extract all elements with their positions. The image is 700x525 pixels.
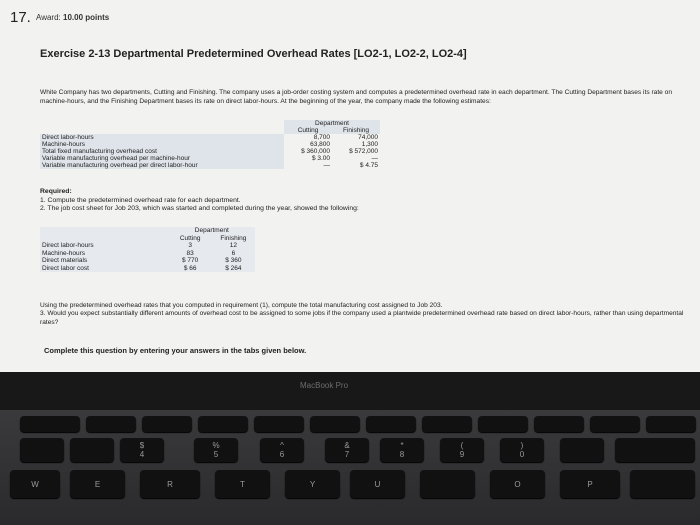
job-table [40, 227, 255, 272]
estimates-group-header: Department [284, 120, 380, 127]
table-row: Direct materials $ 770 $ 360 [42, 257, 242, 264]
key-e: E [70, 470, 125, 498]
key-7: & 7 [325, 438, 369, 462]
key [20, 438, 64, 462]
key [478, 416, 528, 432]
required-item-1: 1. Compute the predetermined overhead rate for each department. [40, 196, 241, 204]
table-row: Variable manufacturing overhead per machine-hour $ 3.00 — [42, 155, 378, 162]
required-section [40, 188, 359, 214]
key-t: T [215, 470, 270, 498]
estimates-table [40, 120, 380, 169]
key-6: ^ 6 [260, 438, 304, 462]
device-label: MacBook Pro [300, 381, 349, 390]
key [20, 416, 80, 432]
question-number: 17. [10, 9, 31, 26]
exercise-title: Exercise 2-13 Departmental Predetermined Overhead Rates [LO2-1, LO2-2, LO2-4] [40, 48, 467, 60]
key [590, 416, 640, 432]
key [142, 416, 192, 432]
table-row: Direct labor-hours 3 12 [42, 242, 237, 249]
using-text-block [40, 302, 695, 327]
key-p: P [560, 470, 620, 498]
key-w: W [10, 470, 60, 498]
key [86, 416, 136, 432]
key [310, 416, 360, 432]
key-o: O [490, 470, 545, 498]
using-text: Using the predetermined overhead rates that you computed in requirement (1), compute the total manufacturing cost assigned to Job 203. [40, 302, 443, 309]
job-col-finishing: Finishing [220, 234, 247, 242]
required-item-2: 2. The job cost sheet for Job 203, which was started and completed during the year, showed the following: [40, 205, 359, 212]
award-points [36, 13, 109, 22]
table-row: Total fixed manufacturing overhead cost $ 360,000 $ 572,000 [42, 148, 378, 155]
estimates-col-finishing: Finishing [332, 127, 380, 134]
key [70, 438, 114, 462]
key [420, 470, 475, 498]
award-label: Award: [36, 13, 61, 22]
laptop-bezel [0, 372, 700, 410]
key-9: ( 9 [440, 438, 484, 462]
key-u: U [350, 470, 405, 498]
key-5: % 5 [194, 438, 238, 462]
job-col-header-row [40, 235, 255, 243]
table-row: Direct labor cost $ 66 $ 264 [42, 264, 242, 272]
required-item-3: 3. Would you expect substantially different amounts of overhead cost to be assigned to some jobs if the company used a plantwide predetermined overhead rate based on direct labor-hours, rather than using departmental rates? [40, 310, 684, 326]
required-heading: Required: [40, 188, 72, 195]
job-col-cutting: Cutting [179, 234, 201, 242]
table-row: Direct labor-hours 8,700 74,000 [42, 134, 378, 141]
key [630, 470, 695, 498]
estimates-col-header-row [40, 127, 380, 134]
key [560, 438, 604, 462]
table-row: Variable manufacturing overhead per direct labor-hour — $ 4.75 [42, 162, 378, 169]
intro-text: White Company has two departments, Cutting and Finishing. The company uses a job-order costing system and computes a predetermined overhead rate in each department. The Cutting Department bases its rate on machine-hours, and the Finishing Department bases its rate on direct labor-hours. At the beginning of the year, the company made the following estimates: [40, 89, 672, 105]
key [366, 416, 416, 432]
key-y: Y [285, 470, 340, 498]
job-group-header: Department [194, 227, 229, 234]
key-8: * 8 [380, 438, 424, 462]
key [254, 416, 304, 432]
key [422, 416, 472, 432]
keyboard [0, 410, 700, 525]
table-row: Machine-hours 83 6 [42, 249, 236, 257]
key [198, 416, 248, 432]
key [534, 416, 584, 432]
key-r: R [140, 470, 200, 498]
key-0: ) 0 [500, 438, 544, 462]
key [646, 416, 696, 432]
job-group-header-row [40, 227, 255, 235]
award-value: 10.00 points [63, 13, 110, 22]
complete-instruction: Complete this question by entering your answers in the tabs given below. [44, 346, 307, 355]
table-row: Machine-hours 63,800 1,300 [42, 141, 378, 148]
estimates-col-cutting: Cutting [284, 127, 332, 134]
estimates-group-header-row [40, 120, 380, 127]
key [615, 438, 695, 462]
key-4: $ 4 [120, 438, 164, 462]
